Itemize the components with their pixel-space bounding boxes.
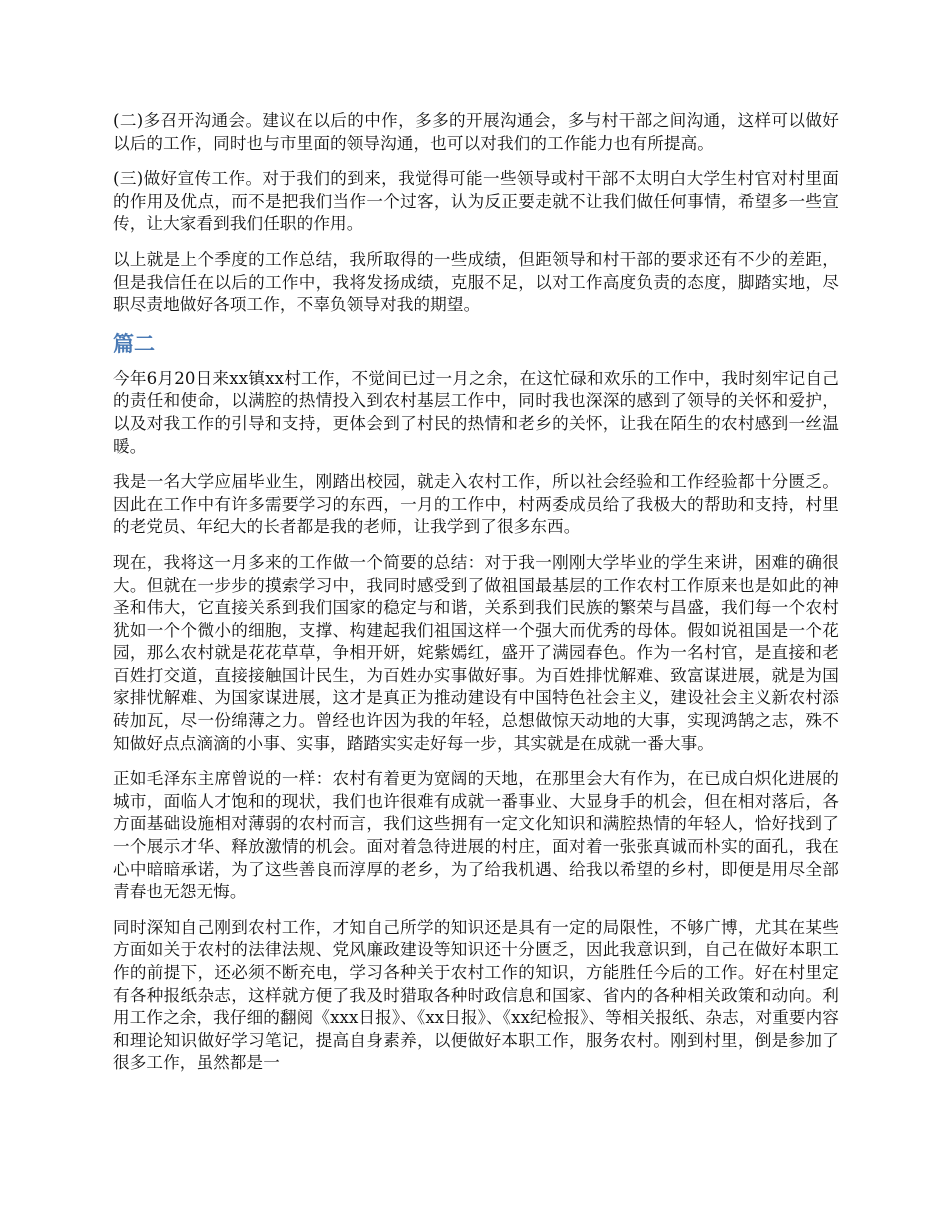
paragraph-mao-quote: 正如毛泽东主席曾说的一样：农村有着更为宽阔的天地，在那里会大有作为，在已成白炽化进展的城市，面临人才饱和的现状，我们也许很难有成就一番事业、大显身手的机会，但在相对落后，各方面基础设施相对薄弱的农村而言，我们这些拥有一定文化知识和满腔热情的年轻人，恰好找到了一个展示才华、释放激情的机会。面对着急待进展的村庄，面对着一张张真诚而朴实的面孔，我在心中暗暗承诺，为了这些善良而淳厚的老乡，为了给我机遇、给我以希望的乡村，即便是用尽全部青春也无怨无悔。 xyxy=(113,769,839,902)
section-heading: 篇二 xyxy=(113,331,155,356)
paragraph-background: 我是一名大学应届毕业生，刚踏出校园，就走入农村工作，所以社会经验和工作经验都十分匮乏。因此在工作中有许多需要学习的东西，一月的工作中，村两委成员给了我极大的帮助和支持，村里的老党员、年纪大的长者都是我的老师，让我学到了很多东西。 xyxy=(113,472,839,537)
paragraph-reflection: 现在，我将这一月多来的工作做一个简要的总结：对于我一刚刚大学毕业的学生来讲，困难的确很大。但就在一步步的摸索学习中，我同时感受到了做祖国最基层的工作农村工作原来也是如此的神圣和伟大，它直接关系到我们国家的稳定与和谐，关系到我们民族的繁荣与昌盛，我们每一个农村犹如一个个微小的细胞，支撑、构建起我们祖国这样一个强大而优秀的母体。假如说祖国是一个花园，那么农村就是花花草草，争相开妍，姹紫嫣红，盛开了满园春色。作为一名村官，是直接和老百姓打交道，直接接触国计民生，为百姓办实事做好事。为百姓排忧解难、致富谋进展，就是为国家排忧解难、为国家谋进展，这才是真正为推动建设有中国特色社会主义，建设社会主义新农村添砖加瓦，尽一份绵薄之力。曾经也许因为我的年轻，总想做惊天动地的大事，实现鸿鹄之志，殊不知做好点点滴滴的小事、实事，踏踏实实走好每一步，其实就是在成就一番大事。 xyxy=(113,552,839,753)
paragraph-learning: 同时深知自己刚到农村工作，才知自己所学的知识还是具有一定的局限性，不够广博，尤其在某些方面如关于农村的法律法规、党风廉政建设等知识还十分匮乏，因此我意识到，自己在做好本职工作的前提下，还必须不断充电，学习各种关于农村工作的知识，方能胜任今后的工作。好在村里定有各种报纸杂志，这样就方便了我及时猎取各种时政信息和国家、省内的各种相关政策和动向。利用工作之余，我仔细的翻阅《xxx日报》、《xx日报》、《xx纪检报》、等相关报纸、杂志，对重要内容和理论知识做好学习笔记，提高自身素养，以便做好本职工作，服务农村。刚到村里，倒是参加了很多工作，虽然都是一 xyxy=(113,917,839,1073)
document-page xyxy=(113,110,839,1088)
paragraph-suggestion-publicity: (三)做好宣传工作。对于我们的到来，我觉得可能一些领导或村干部不太明白大学生村官对村里面的作用及优点，而不是把我们当作一个过客，认为反正要走就不让我们做任何事情，希望多一些宣传，让大家看到我们任职的作用。 xyxy=(113,169,839,234)
paragraph-suggestion-meetings: (二)多召开沟通会。建议在以后的中作，多多的开展沟通会，多与村干部之间沟通，这样可以做好以后的工作，同时也与市里面的领导沟通，也可以对我们的工作能力也有所提高。 xyxy=(113,111,839,153)
paragraph-quarter-summary: 以上就是上个季度的工作总结，我所取得的一些成绩，但距领导和村干部的要求还有不少的差距，但是我信任在以后的工作中，我将发扬成绩，克服不足，以对工作高度负责的态度，脚踏实地，尽职尽责地做好各项工作，不辜负领导对我的期望。 xyxy=(113,249,839,315)
paragraph-intro: 今年6月20日来xx镇xx村工作，不觉间已过一月之余，在这忙碌和欢乐的工作中，我时刻牢记自己的责任和使命，以满腔的热情投入到农村基层工作中，同时我也深深的感到了领导的关怀和爱护，以及对我工作的引导和支持，更体会到了村民的热情和老乡的关怀，让我在陌生的农村感到一丝温暖。 xyxy=(113,368,839,456)
